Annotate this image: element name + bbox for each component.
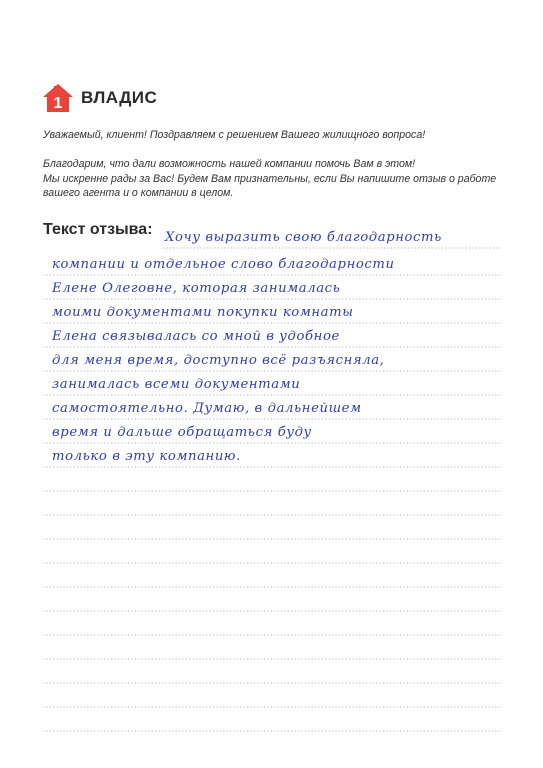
handwritten-line: Елене Олеговне, которая занималась — [52, 281, 341, 296]
handwritten-line: только в эту компанию. — [52, 449, 241, 464]
handwritten-line: компании и отдельное слово благодарности — [52, 257, 395, 272]
handwritten-line: Елена связывалась со мной в удобное — [52, 329, 340, 344]
thanks-line: Благодарим, что дали возможность нашей компании помочь Вам в этом! — [43, 158, 416, 170]
greeting-line: Уважаемый, клиент! Поздравляем с решением Вашего жилищного вопроса! — [43, 129, 426, 141]
handwritten-line: занималась всеми документами — [52, 377, 301, 392]
request-line: Мы искренне рады за Вас! Будем Вам признательны, если Вы напишите отзыв о работе — [43, 172, 497, 185]
handwritten-line: моими документами покупки комнаты — [52, 305, 354, 320]
review-label: Текст отзыва: — [43, 221, 153, 238]
request-line-cont: вашего агента и о компании в целом. — [43, 187, 234, 199]
handwritten-line: время и дальше обращаться буду — [52, 425, 312, 440]
logo-digit: 1 — [53, 95, 63, 112]
handwritten-line: для меня время, доступно всё разъясняла, — [52, 353, 385, 368]
handwritten-line: самостоятельно. Думаю, в дальнейшем — [52, 401, 362, 416]
handwritten-line: Хочу выразить свою благодарность — [165, 230, 442, 245]
brand-name: ВЛАДИС — [81, 88, 158, 107]
